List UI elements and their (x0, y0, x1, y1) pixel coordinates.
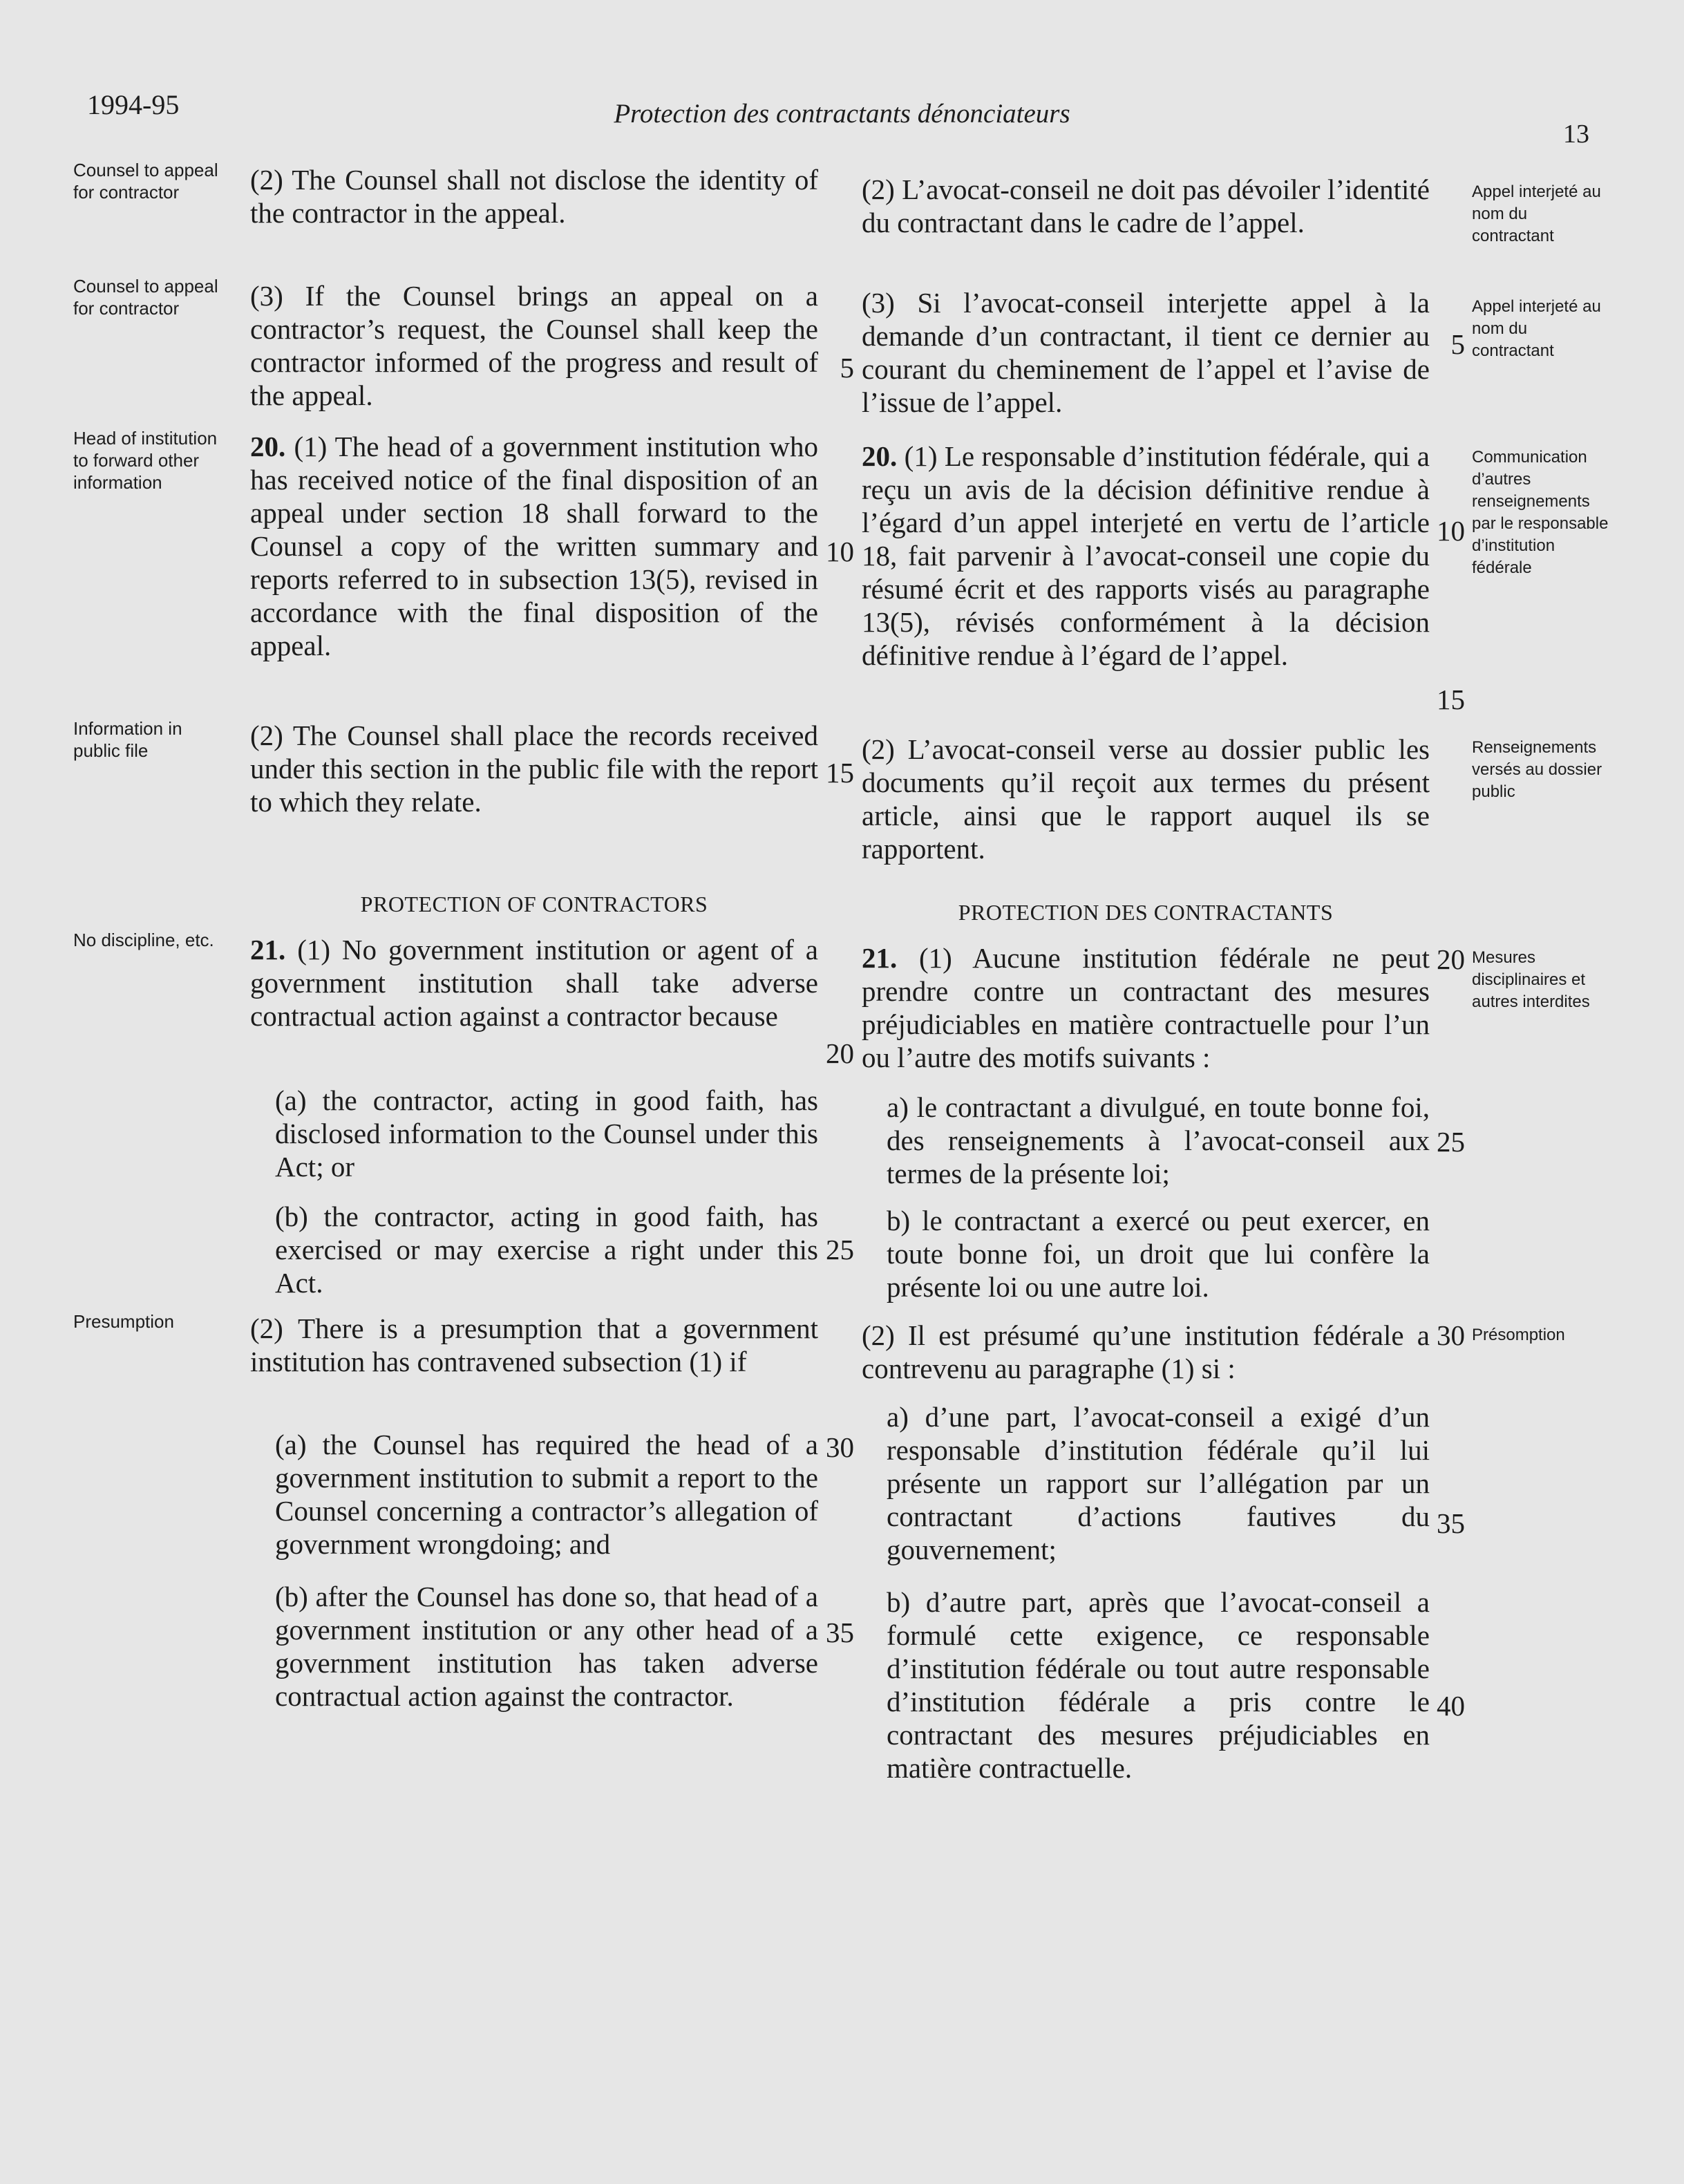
fr-s20-number: 20. (862, 440, 898, 472)
en-s21-number: 21. (250, 934, 286, 966)
margin-note-en: Counsel to appeal for contractor (73, 276, 218, 319)
line-number-fr: 30 (1437, 1319, 1465, 1351)
en-s20-1 (250, 430, 818, 662)
en-s20-2: (2) The Counsel shall place the records received under this section in the public file with the report to which they relate. (250, 719, 818, 818)
fr-s21-1 (862, 941, 1430, 1074)
margin-note-fr: Renseignements versés au dossier public (1472, 738, 1602, 801)
fr-s21-2-b: b) d’autre part, après que l’avocat-conseil a formulé cette exigence, ce responsable d’institution fédérale ou tout autre responsable d’institution fédérale a pris contre le contractant des mesures préjudiciables en matière contractuelle. (887, 1586, 1430, 1784)
page-number: 13 (1563, 120, 1589, 149)
fr-s21-1-text: (1) Aucune institution fédérale ne peut prendre contre un contractant des mesures préjudiciables en matière contractuelle pour l’un ou l’autre des motifs suivants : (862, 942, 1430, 1073)
margin-note-en: Presumption (73, 1311, 174, 1332)
margin-note-en: No discipline, etc. (73, 930, 214, 950)
fr-s20-1-text: (1) Le responsable d’institution fédérale, qui a reçu un avis de la décision définitive rendue à l’égard d’un appel interjeté en vertu de l’article 18, fait parvenir à l’avocat-conseil une copie du résumé écrit et des rapports visés au paragraphe 13(5), révisés conformément à la décision définitive rendue à l’égard de l’appel. (862, 440, 1430, 671)
en-s21-2-a: (a) the Counsel has required the head of a government institution to submit a report to the Counsel concerning a contractor’s allegation of government wrongdoing; and (275, 1429, 818, 1560)
line-number-en: 10 (826, 536, 854, 567)
line-number-fr: 5 (1450, 328, 1465, 360)
line-number-fr: 20 (1437, 943, 1465, 975)
fr-s21-number: 21. (862, 942, 898, 974)
line-number-fr: 15 (1437, 684, 1465, 715)
margin-note-fr: Appel interjeté au nom du contractant (1472, 182, 1601, 245)
en-s20-number: 20. (250, 431, 286, 462)
fr-s21-1-a: a) le contractant a divulgué, en toute bonne foi, des renseignements à l’avocat-conseil aux termes de la présente loi; (887, 1091, 1430, 1189)
en-heading: PROTECTION OF CONTRACTORS (360, 892, 708, 916)
en-s21-1 (250, 933, 818, 1033)
fr-s19-3: (3) Si l’avocat-conseil interjette appel à la demande d’un contractant, il tient ce dernier au courant du cheminement de l’appel et l’avise de l’issue de l’appel. (862, 287, 1430, 418)
line-number-en: 15 (826, 757, 854, 789)
en-s19-3: (3) If the Counsel brings an appeal on a contractor’s request, the Counsel shall keep the contractor informed of the progress and result of the appeal. (250, 280, 818, 411)
margin-note-en: Head of institution to forward other information (73, 428, 218, 493)
en-s21-1-text: (1) No government institution or agent of a government institution shall take adverse contractual action against a contractor because (250, 934, 819, 1032)
margin-note-fr: Communication d’autres renseignements par le responsable d’institution fédérale (1472, 448, 1609, 577)
en-s20-1-text: (1) The head of a government institution who has received notice of the final disposition of an appeal under section 18 shall forward to the Counsel a copy of the written summary and reports referred to in subsection 13(5), revised in accordance with the final disposition of the appeal. (250, 431, 819, 661)
line-number-fr: 25 (1437, 1126, 1465, 1158)
margin-note-fr: Mesures disciplinaires et autres interdites (1472, 948, 1590, 1011)
fr-s21-2: (2) Il est présumé qu’une institution fédérale a contrevenu au paragraphe (1) si : (862, 1319, 1430, 1384)
line-number-fr: 40 (1437, 1690, 1465, 1722)
margin-note-en: Information in public file (73, 718, 182, 761)
line-number-en: 5 (840, 352, 854, 384)
fr-s20-1 (862, 440, 1430, 672)
line-number-fr: 10 (1437, 515, 1465, 547)
header-title: Protection des contractants dénonciateurs (614, 99, 1070, 129)
margin-note-fr: Présomption (1472, 1326, 1565, 1344)
en-s19-2: (2) The Counsel shall not disclose the identity of the contractor in the appeal. (250, 164, 818, 229)
line-number-fr: 35 (1437, 1507, 1465, 1539)
fr-heading: PROTECTION DES CONTRACTANTS (958, 900, 1334, 925)
fr-s21-2-a: a) d’une part, l’avocat-conseil a exigé d’un responsable d’institution fédérale qu’il lui présente un rapport sur l’allégation par un contractant d’actions fautives du gouvernement; (887, 1401, 1430, 1565)
margin-note-en: Counsel to appeal for contractor (73, 160, 218, 203)
fr-s21-1-b: b) le contractant a exercé ou peut exercer, en toute bonne foi, un droit que lui confère la présente loi ou une autre loi. (887, 1205, 1430, 1303)
line-number-en: 25 (826, 1234, 854, 1265)
en-s21-2-b: (b) after the Counsel has done so, that head of a government institution or any other head of a government institution has taken adverse contractual action against the contractor. (275, 1581, 818, 1712)
margin-note-fr: Appel interjeté au nom du contractant (1472, 297, 1601, 360)
en-s21-1-a: (a) the contractor, acting in good faith, has disclosed information to the Counsel under this Act; or (275, 1084, 818, 1183)
header-year: 1994-95 (87, 89, 180, 120)
fr-s20-2: (2) L’avocat-conseil verse au dossier public les documents qu’il reçoit aux termes du présent article, ainsi que le rapport auquel ils se rapportent. (862, 733, 1430, 865)
fr-s19-2: (2) L’avocat-conseil ne doit pas dévoiler l’identité du contractant dans le cadre de l’appel. (862, 173, 1430, 238)
en-s21-2: (2) There is a presumption that a government institution has contravened subsection (1) if (250, 1312, 818, 1377)
line-number-en: 20 (826, 1037, 854, 1069)
en-s21-1-b: (b) the contractor, acting in good faith, has exercised or may exercise a right under this Act. (275, 1201, 818, 1299)
line-number-en: 35 (826, 1617, 854, 1648)
line-number-en: 30 (826, 1431, 854, 1463)
